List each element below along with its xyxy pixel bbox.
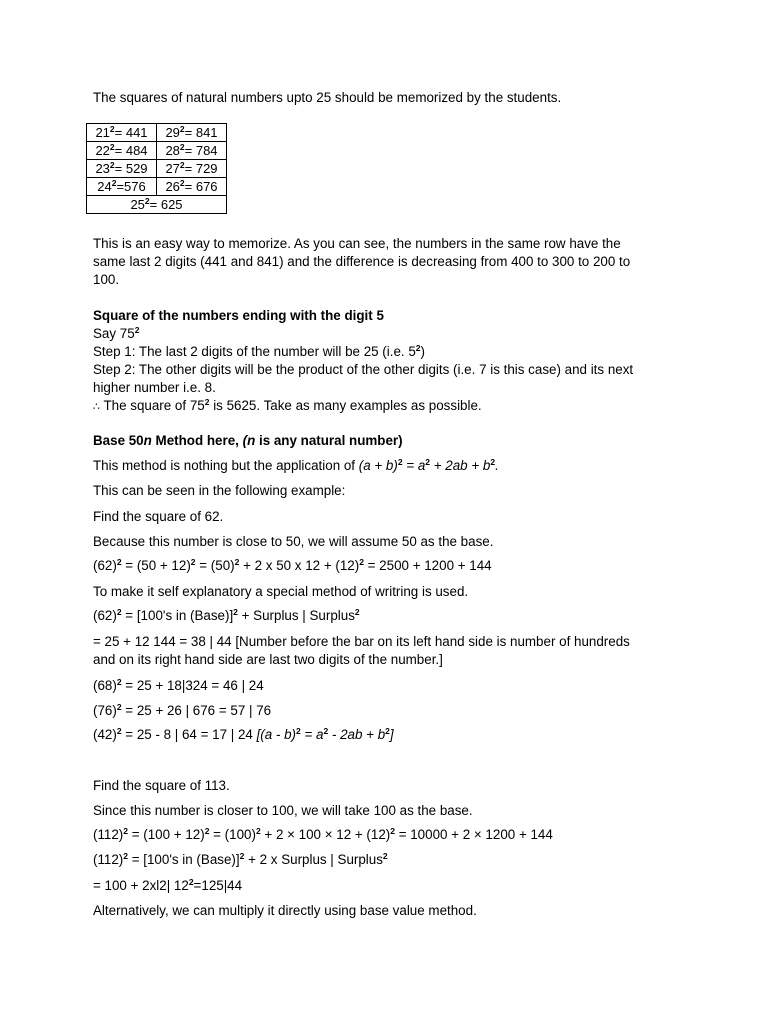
table-row xyxy=(87,160,227,178)
step-line: Step 1: The last 2 digits of the number will be 25 (i.e. $5^2$) xyxy=(93,343,425,359)
intro-text: The squares of natural numbers upto 25 should be memorized by the students. xyxy=(93,90,562,105)
section-heading: Base 50n Method here, (n is any natural number) xyxy=(93,433,403,448)
text-line: To make it self explanatory a special method of writring is used. xyxy=(93,584,469,599)
table-cell: $24^2=576$ xyxy=(87,178,157,196)
equation-line: $(112)^2 = [100's$ in (Base)]$^2$ + 2 x Surplus | Surplus$^2$ xyxy=(93,851,388,867)
equation-line: $(42)^2 = 25 - 8$ | 64 = 17 | 24 $[(a - b)^2 = a^2 - 2ab + b^2]$ xyxy=(93,726,394,742)
text-line: Find the square of 62. xyxy=(93,509,224,524)
paragraph-line: This is an easy way to memorize. As you can see, the numbers in the same row have the xyxy=(93,236,621,251)
text-line: This method is nothing but the application of $(a + b)^2 = a^2 + 2ab + b^2$. xyxy=(93,457,499,473)
equation-line: $(62)^2 = [100's$ in (Base)]$^2$ + Surplus | Surplus$^2$ xyxy=(93,607,360,623)
table-cell: $28^2= 784$ xyxy=(157,142,227,160)
equation-line: $(76)^2 = 25 + 26$ | 676 = 57 | 76 xyxy=(93,702,272,718)
example-line: Say $75^2$ xyxy=(93,325,140,341)
table-cell: $23^2= 529$ xyxy=(87,160,157,178)
table-cell: $22^2= 484$ xyxy=(87,142,157,160)
table-cell: $26^2= 676$ xyxy=(157,178,227,196)
table-row xyxy=(87,124,227,142)
text-line: Find the square of 113. xyxy=(93,778,230,793)
table-cell: $29^2= 841$ xyxy=(157,124,227,142)
table-cell: $25^2= 625$ xyxy=(87,196,227,214)
conclusion-line: ∴ The square of $75^2$ is 5625. Take as many examples as possible. xyxy=(93,397,482,413)
text-line: Alternatively, we can multiply it directly using base value method. xyxy=(93,903,477,918)
text-line: Because this number is close to 50, we will assume 50 as the base. xyxy=(93,534,494,549)
table-cell: $21^2= 441$ xyxy=(87,124,157,142)
table-row xyxy=(87,196,227,214)
equation-line: $(112)^2 = (100 + 12)^2 = (100)^2 + 2 \times 100 \times 12 + (12)^2 = 10000 + 2 \times 1200 + 144$ xyxy=(93,826,553,842)
equation-line: = 100 + 2xl2| $12^2=125|44$ xyxy=(93,877,243,893)
table-row xyxy=(87,178,227,196)
text-line: Since this number is closer to 100, we will take 100 as the base. xyxy=(93,803,473,818)
text-line: and on its right hand side are last two digits of the number.] xyxy=(93,652,443,667)
table-cell: $27^2= 729$ xyxy=(157,160,227,178)
squares-table xyxy=(86,123,227,214)
table-row xyxy=(87,142,227,160)
paragraph-line: same last 2 digits (441 and 841) and the difference is decreasing from 400 to 300 to 200 to xyxy=(93,254,631,269)
step-line: Step 2: The other digits will be the product of the other digits (i.e. 7 is this case) and its next xyxy=(93,362,634,377)
section-heading: Square of the numbers ending with the digit 5 xyxy=(93,308,384,323)
equation-line: $(68)^2 = 25 + 18|324 = 46$ | 24 xyxy=(93,677,264,693)
equation-line: $(62)^2 = (50 + 12)^2 = (50)^2 + 2$ x 50 x $12 + (12)^2 = 2500 + 1200 + 144$ xyxy=(93,557,492,573)
text-line: This can be seen in the following example: xyxy=(93,483,346,498)
text-line: = 25 + 12 144 = 38 | 44 [Number before the bar on its left hand side is number of hundreds xyxy=(93,634,630,649)
paragraph-line: 100. xyxy=(93,272,120,287)
therefore-icon: ∴ xyxy=(93,401,100,413)
step-line: higher number i.e. 8. xyxy=(93,380,216,395)
